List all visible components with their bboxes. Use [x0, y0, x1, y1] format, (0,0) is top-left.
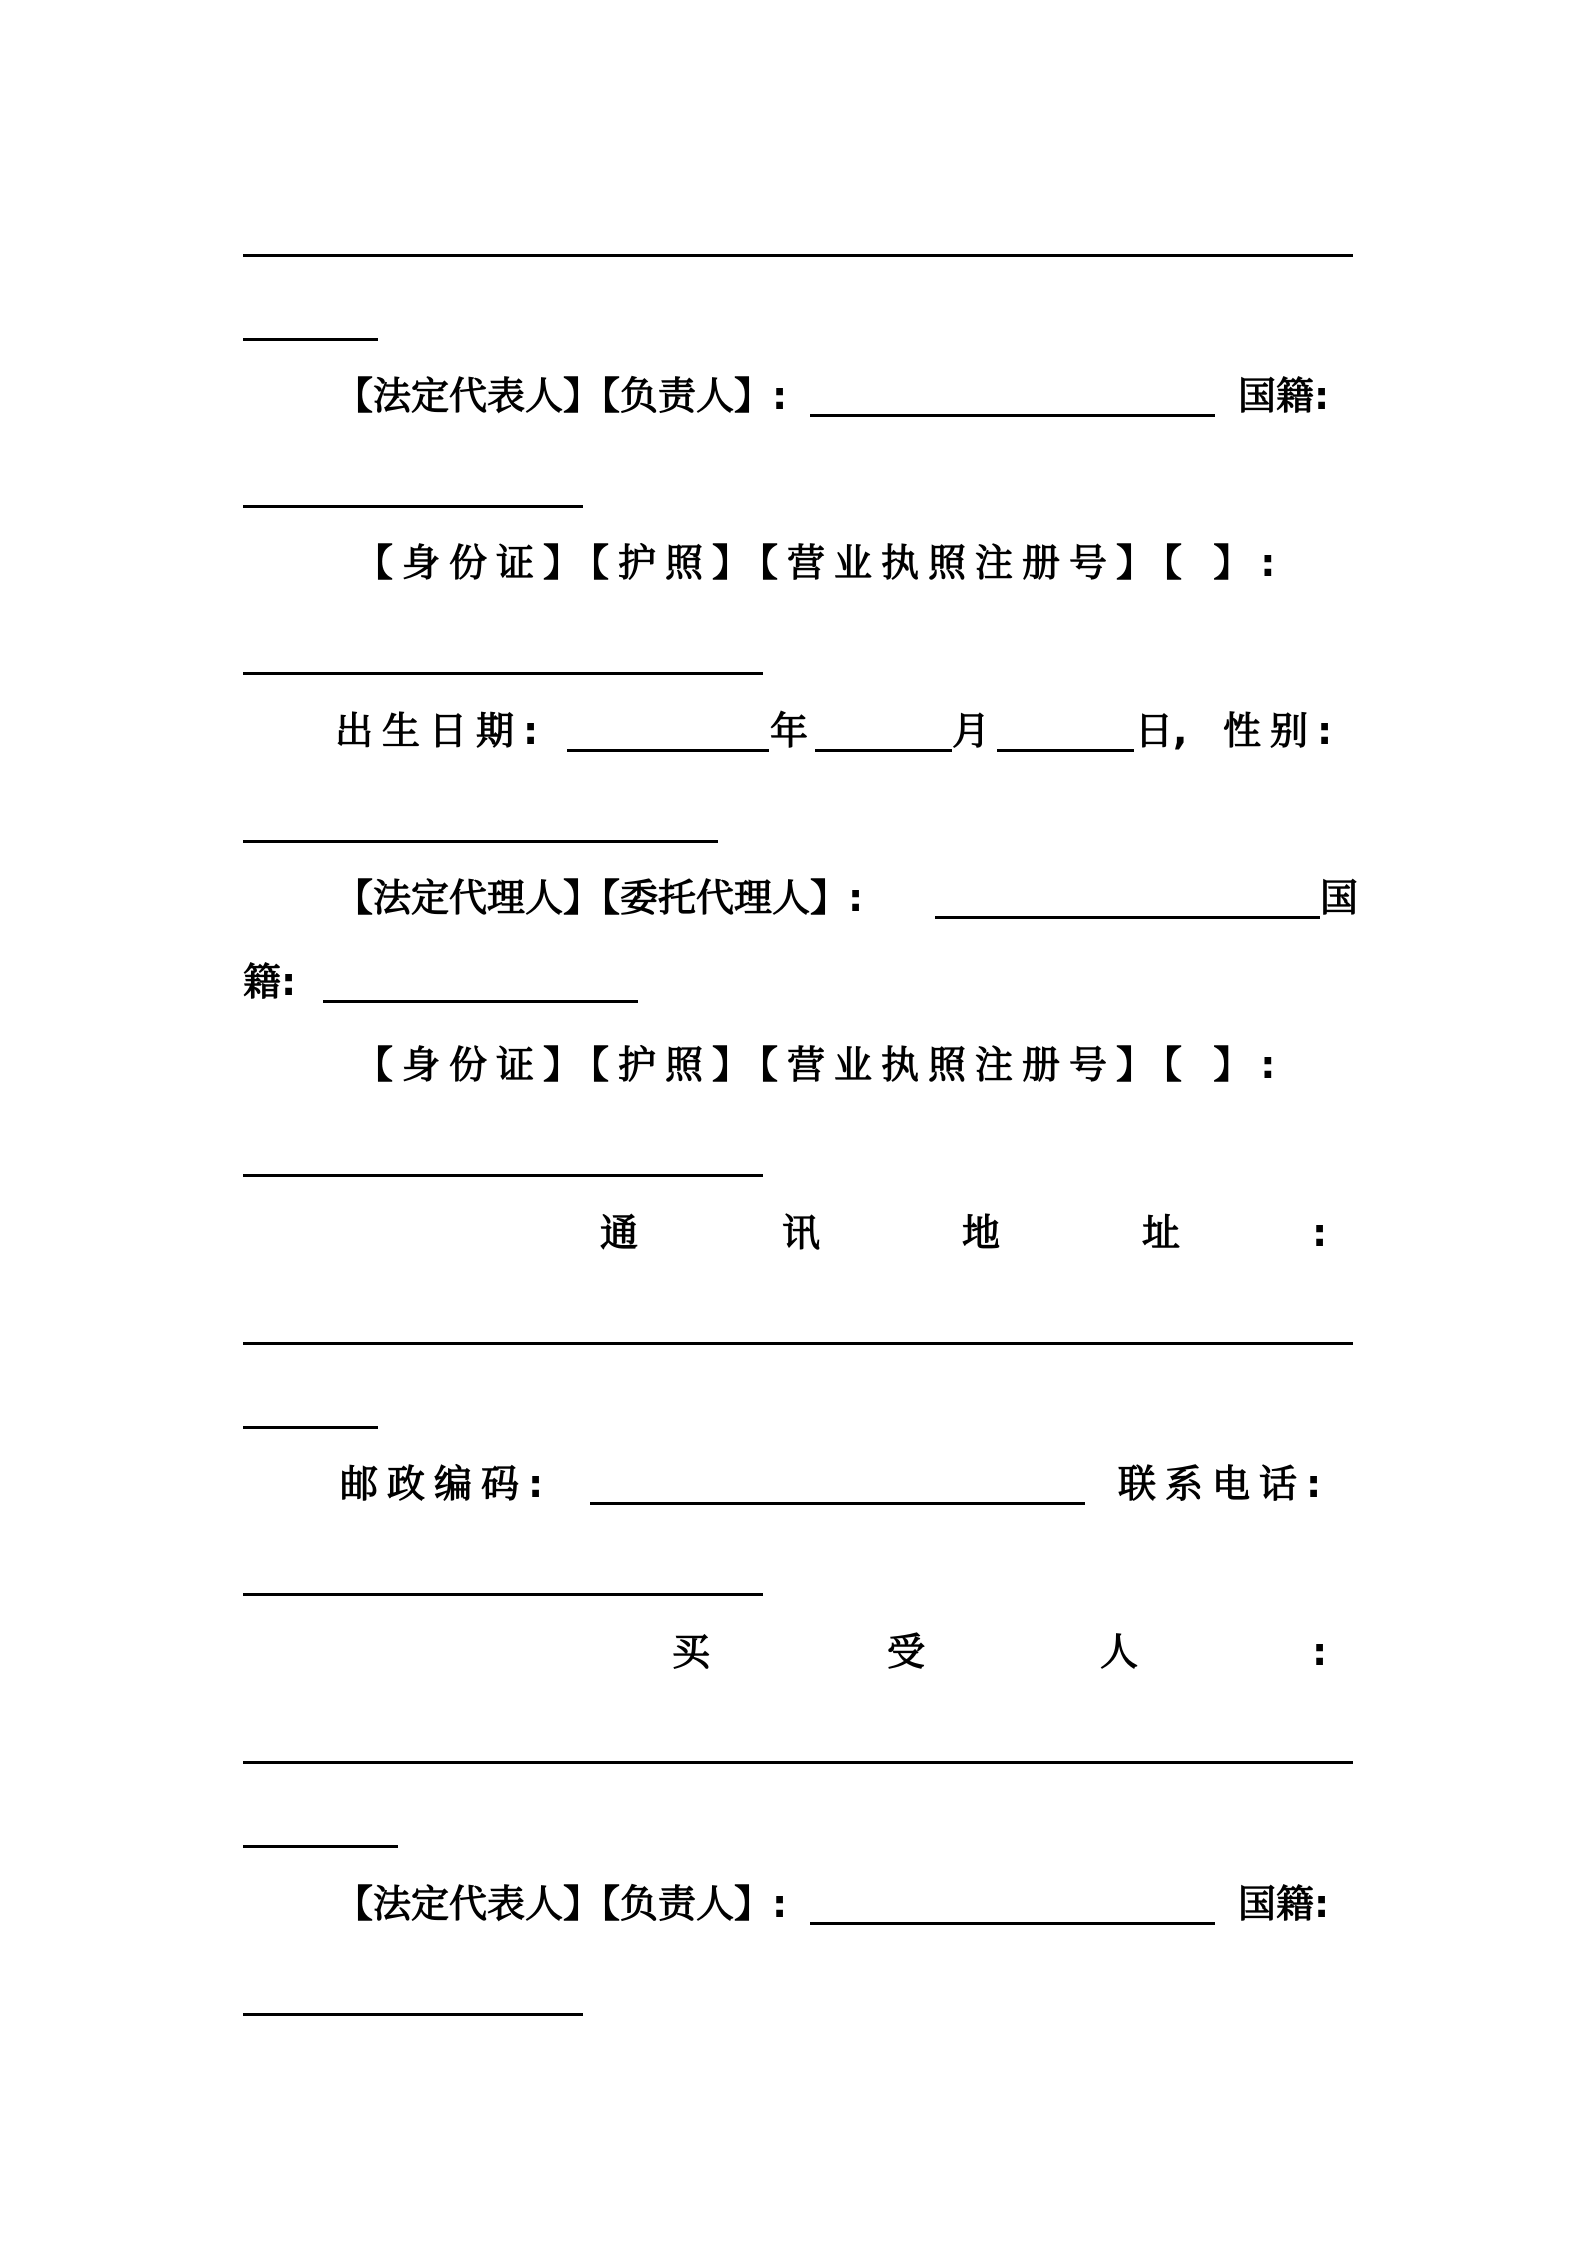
seller-phone-input[interactable]	[243, 1593, 763, 1596]
seller-agent-id-types-label: 【身份证】【护照】【营业执照注册号】【 】:	[355, 1043, 1285, 1087]
seller-month-label: 月	[952, 709, 991, 753]
seller-agent-row	[335, 874, 863, 922]
seller-legal-rep-row	[335, 372, 787, 420]
seller-nationality-row	[1238, 372, 1329, 420]
seller-id-types-label: 【身份证】【护照】【营业执照注册号】【 】:	[355, 541, 1285, 585]
seller-address-char-4: 址	[1142, 1211, 1181, 1255]
seller-postcode-label: 邮政编码:	[340, 1462, 553, 1506]
buyer-nationality-input[interactable]	[243, 2013, 583, 2016]
seller-address-input[interactable]	[243, 1342, 1353, 1345]
seller-year-label: 年	[770, 709, 809, 753]
seller-legal-rep-label: 【法定代表人】【负责人】:	[335, 374, 788, 418]
seller-birth-year-input[interactable]	[567, 749, 769, 752]
buyer-name-input[interactable]	[243, 1761, 1353, 1764]
seller-nationality-label: 国籍:	[1238, 374, 1330, 418]
address-blank-line-1-tail[interactable]	[243, 338, 378, 341]
buyer-nationality-row	[1238, 1880, 1329, 1928]
seller-birth-year-unit	[770, 707, 808, 755]
seller-id-types-row	[355, 539, 1284, 587]
seller-address-input-tail[interactable]	[243, 1426, 378, 1429]
seller-agent-nationality-char2: 籍:	[243, 960, 297, 1004]
seller-postcode-row	[340, 1460, 552, 1508]
seller-agent-nationality-input[interactable]	[323, 1000, 638, 1003]
seller-birth-month-unit	[952, 707, 990, 755]
seller-birth-day-unit	[1135, 707, 1187, 755]
seller-postcode-input[interactable]	[590, 1502, 1085, 1505]
seller-agent-label: 【法定代理人】【委托代理人】:	[335, 876, 864, 920]
buyer-name-input-tail[interactable]	[243, 1845, 398, 1848]
buyer-nationality-label: 国籍:	[1238, 1882, 1330, 1926]
buyer-legal-rep-label: 【法定代表人】【负责人】:	[335, 1882, 788, 1926]
seller-phone-label: 联系电话:	[1118, 1462, 1331, 1506]
buyer-legal-rep-input[interactable]	[810, 1922, 1215, 1925]
seller-day-label: 日,	[1135, 709, 1188, 753]
buyer-title-char-2: 受	[887, 1630, 926, 1674]
address-blank-line-1[interactable]	[243, 254, 1353, 257]
seller-legal-rep-input[interactable]	[810, 414, 1215, 417]
buyer-title-colon: :	[1312, 1630, 1328, 1674]
seller-birth-label: 出生日期:	[335, 709, 548, 753]
seller-birth-month-input[interactable]	[815, 749, 952, 752]
seller-birth-row	[335, 707, 547, 755]
seller-address-char-2: 讯	[782, 1211, 821, 1255]
seller-gender-label: 性别:	[1223, 709, 1342, 753]
seller-gender-row	[1223, 707, 1341, 755]
seller-gender-input[interactable]	[243, 840, 718, 843]
seller-id-input[interactable]	[243, 672, 763, 675]
seller-address-label: 通	[600, 1211, 639, 1255]
seller-agent-input[interactable]	[935, 916, 1320, 919]
seller-agent-nationality-char1: 国	[1320, 876, 1359, 920]
buyer-legal-rep-row	[335, 1880, 787, 1928]
seller-birth-day-input[interactable]	[997, 749, 1134, 752]
seller-nationality-input[interactable]	[243, 505, 583, 508]
buyer-title-char-1: 买	[672, 1630, 711, 1674]
seller-phone-row	[1118, 1460, 1330, 1508]
buyer-title-char-3: 人	[1100, 1630, 1139, 1674]
seller-agent-id-types-row	[355, 1041, 1284, 1089]
seller-address-colon: :	[1312, 1211, 1328, 1255]
seller-address-char-3: 地	[962, 1211, 1001, 1255]
seller-agent-id-input[interactable]	[243, 1174, 763, 1177]
